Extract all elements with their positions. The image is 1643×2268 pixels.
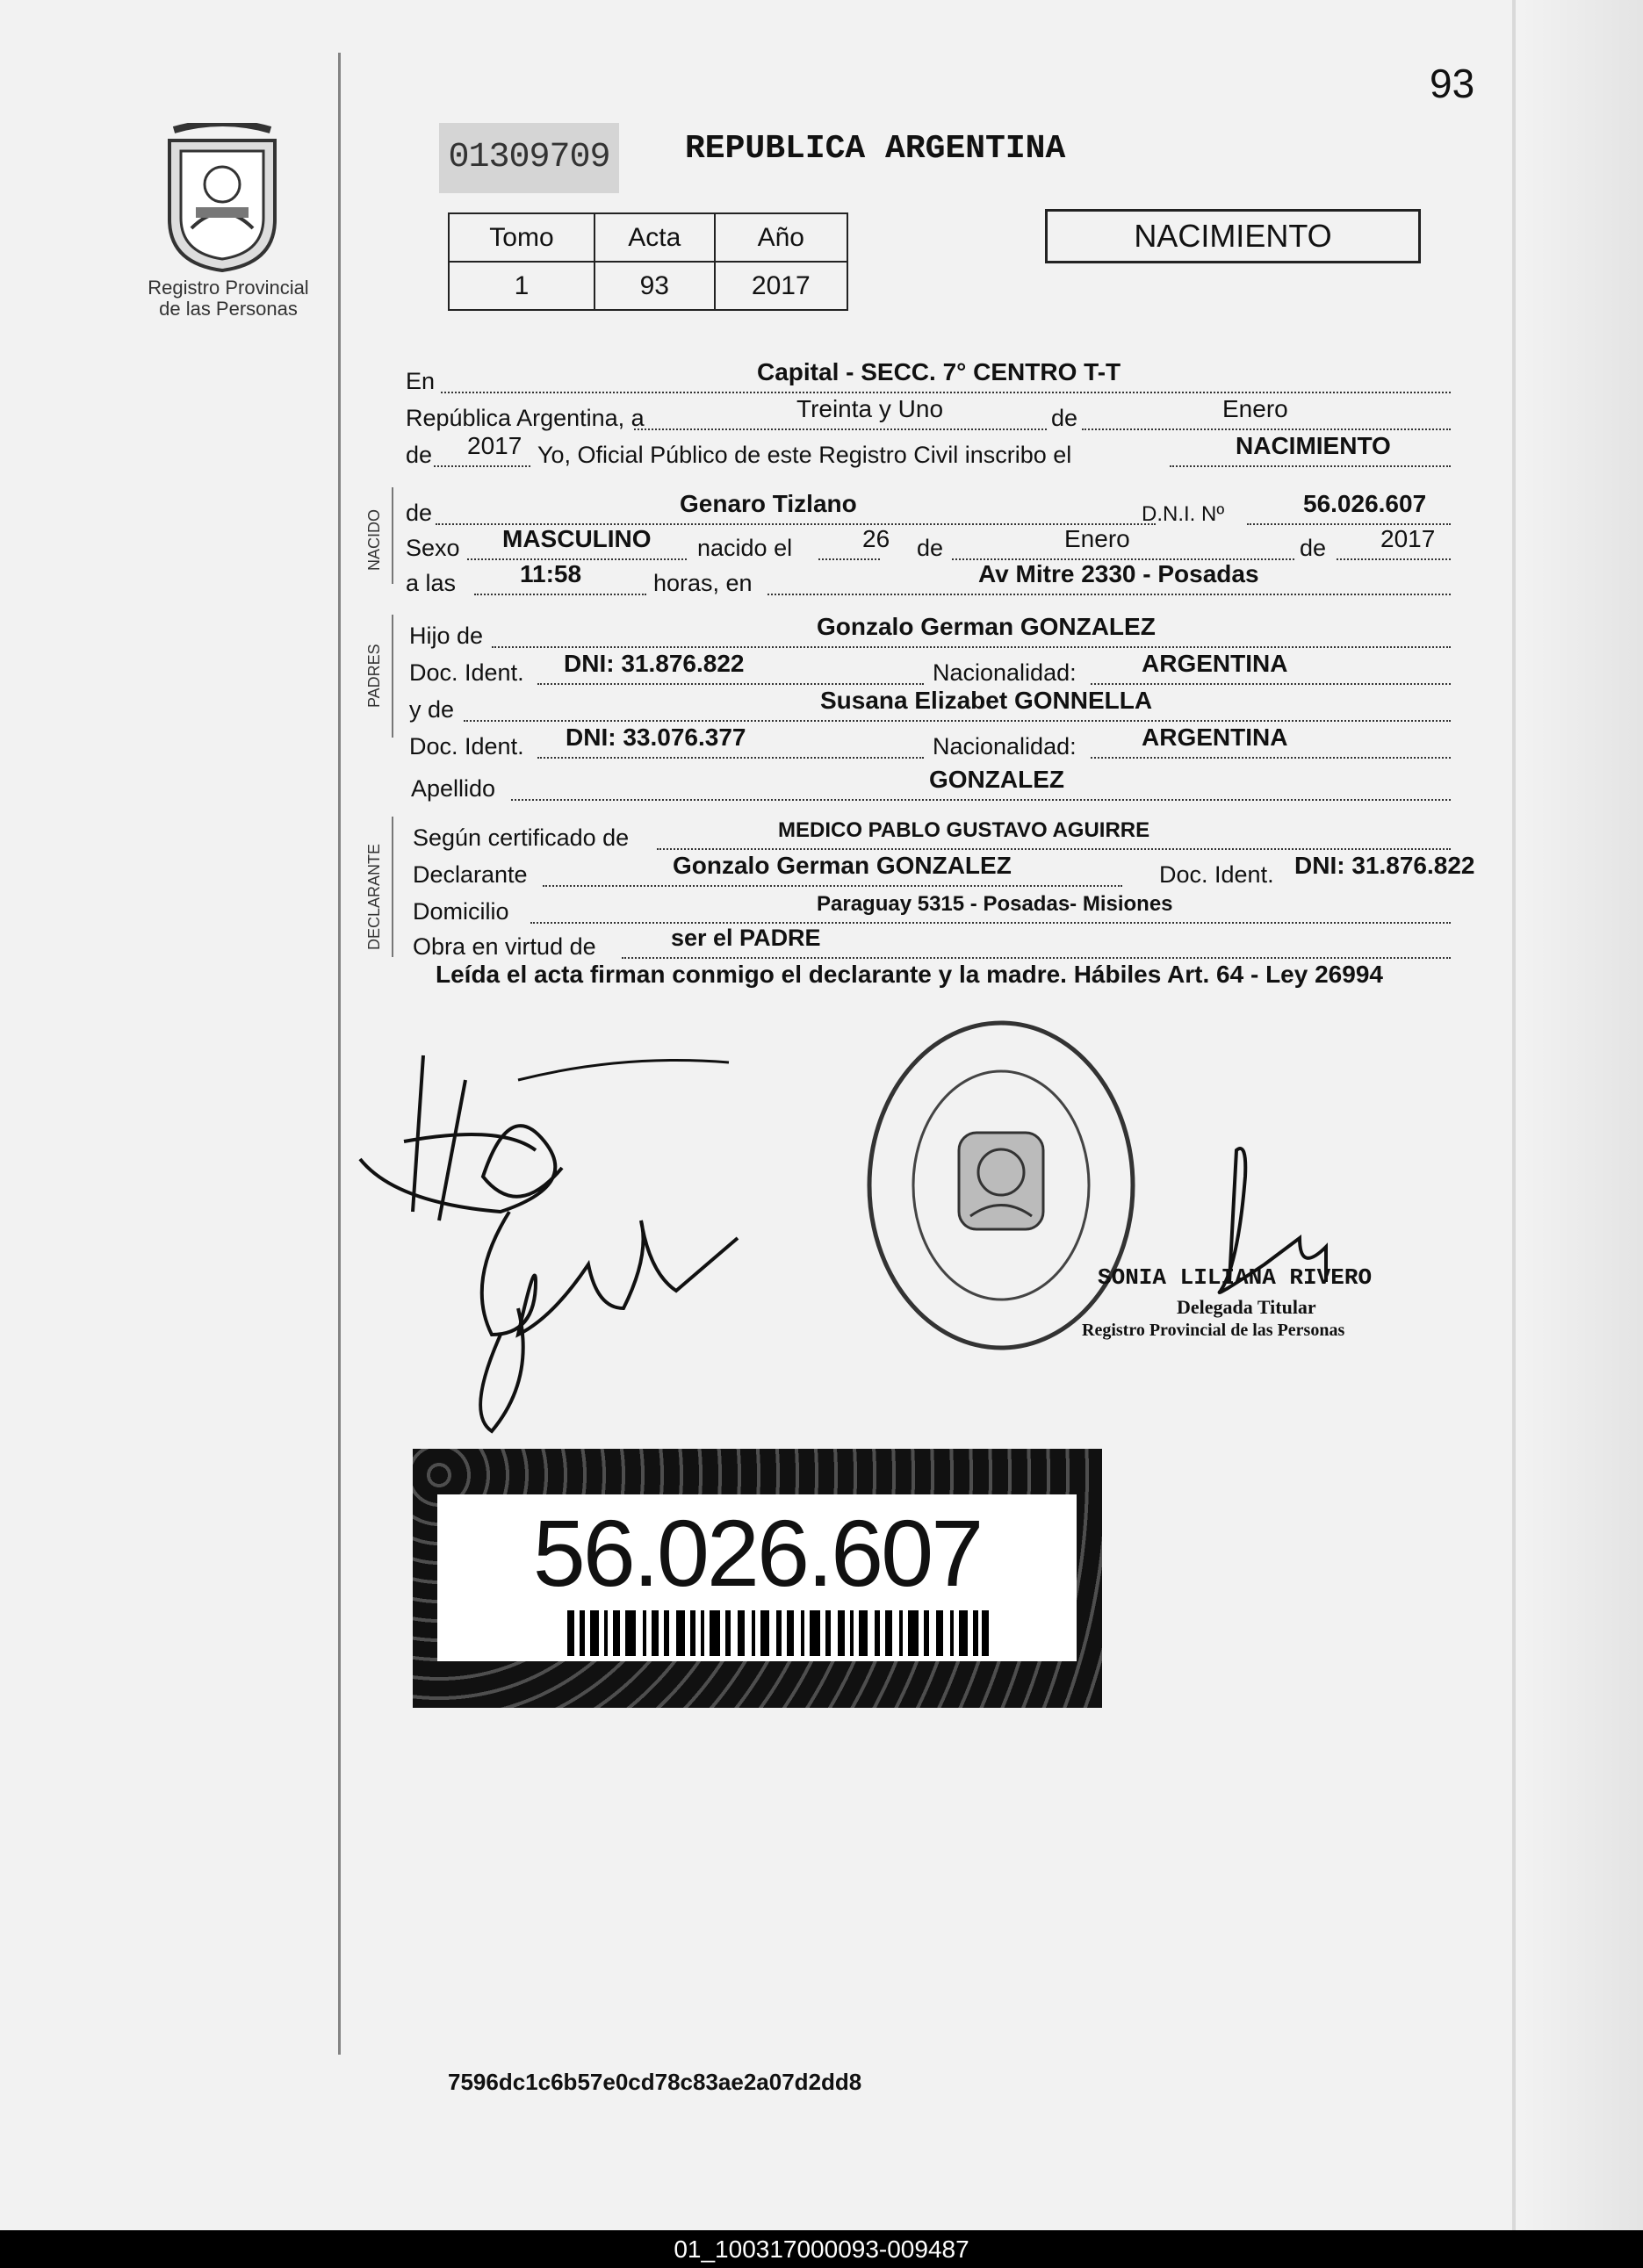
value-birthplace: Av Mitre 2330 - Posadas xyxy=(978,560,1259,587)
dotted-line xyxy=(634,428,1047,430)
label-doc-father: Doc. Ident. xyxy=(409,659,524,686)
declarant-signature xyxy=(360,1045,782,1453)
official-signature xyxy=(1194,1141,1370,1321)
row-surname xyxy=(406,767,1486,806)
header-anio: Año xyxy=(715,213,847,262)
label-de-name: de xyxy=(406,500,433,526)
label-en: En xyxy=(406,368,436,394)
barcode-icon xyxy=(567,1610,989,1656)
value-month: Enero xyxy=(1222,395,1288,422)
value-surname: GONZALEZ xyxy=(929,766,1064,793)
label-horas: horas, en xyxy=(653,570,753,596)
label-alas: a las xyxy=(406,570,457,596)
side-label-born: NACIDO xyxy=(365,508,383,571)
value-birth-year: 2017 xyxy=(1380,525,1436,552)
dotted-line xyxy=(657,848,1451,850)
value-birth-month: Enero xyxy=(1064,525,1130,552)
row-father xyxy=(406,615,1486,653)
row-father-doc xyxy=(406,652,1486,690)
label-inscribo: Yo, Oficial Público de este Registro Civil inscribo el xyxy=(537,442,1072,468)
dotted-line xyxy=(818,558,880,560)
label-declarante: Declarante xyxy=(413,861,528,888)
row-certificate xyxy=(406,817,1486,855)
row-place xyxy=(406,360,1486,399)
official-office: Registro Provincial de las Personas xyxy=(1082,1321,1345,1340)
value-father-nationality: ARGENTINA xyxy=(1142,650,1288,677)
label-de-birth-year: de xyxy=(1300,535,1327,561)
value-capacity: ser el PADRE xyxy=(671,925,821,951)
label-republica: República Argentina, a xyxy=(406,405,645,431)
dotted-line xyxy=(434,465,530,467)
value-acta: 93 xyxy=(595,262,715,310)
row-inscription xyxy=(406,434,1486,472)
dotted-line xyxy=(767,594,1451,595)
row-mother-doc xyxy=(406,725,1486,764)
label-doc-mother: Doc. Ident. xyxy=(409,733,524,760)
bracket-declarant xyxy=(392,817,393,957)
value-tomo: 1 xyxy=(449,262,595,310)
label-dni: D.N.I. Nº xyxy=(1142,502,1225,526)
barcode-label xyxy=(413,1449,1102,1708)
row-declarant xyxy=(406,853,1486,892)
value-declarant: Gonzalo German GONZALEZ xyxy=(673,852,1012,879)
scan-footer: 01_100317000093-009487 xyxy=(0,2230,1643,2268)
dotted-line xyxy=(530,922,1451,924)
value-inscribo: NACIMIENTO xyxy=(1236,432,1391,459)
label-de-year: de xyxy=(406,442,433,468)
closing-statement: Leída el acta firman conmigo el declarante y la madre. Hábiles Art. 64 - Ley 26994 xyxy=(436,961,1383,988)
value-name: Genaro Tizlano xyxy=(680,490,857,517)
value-anio: 2017 xyxy=(715,262,847,310)
document-hash: 7596dc1c6b57e0cd78c83ae2a07d2dd8 xyxy=(448,2069,862,2095)
label-yde: y de xyxy=(409,696,455,723)
dotted-line xyxy=(1091,683,1451,685)
dotted-line xyxy=(537,757,924,759)
dotted-line xyxy=(511,799,1451,801)
dotted-line xyxy=(1337,558,1451,560)
value-certificate: MEDICO PABLO GUSTAVO AGUIRRE xyxy=(778,818,1150,842)
dotted-line xyxy=(1170,465,1451,467)
label-hijo: Hijo de xyxy=(409,623,484,649)
value-sexo: MASCULINO xyxy=(502,525,652,552)
value-day: Treinta y Uno xyxy=(796,395,944,422)
dotted-line xyxy=(474,594,646,595)
value-father: Gonzalo German GONZALEZ xyxy=(817,613,1156,640)
value-mother-doc: DNI: 33.076.377 xyxy=(566,724,746,751)
label-domicilio: Domicilio xyxy=(413,898,509,925)
label-de-birth: de xyxy=(917,535,944,561)
header-acta: Acta xyxy=(595,213,715,262)
label-obra: Obra en virtud de xyxy=(413,933,596,960)
side-label-declarant: DECLARANTE xyxy=(365,843,383,950)
label-nacionalidad-father: Nacionalidad: xyxy=(933,659,1077,686)
reference-table xyxy=(448,212,848,311)
official-title: Delegada Titular xyxy=(1177,1296,1316,1318)
value-time: 11:58 xyxy=(520,560,582,587)
value-year: 2017 xyxy=(467,432,522,459)
page-number: 93 xyxy=(1430,61,1475,106)
dotted-line xyxy=(492,646,1451,648)
side-label-parents: PADRES xyxy=(365,644,383,708)
serial-number: 01309709 xyxy=(439,123,619,193)
country-heading: REPUBLICA ARGENTINA xyxy=(685,130,1066,168)
barcode-panel xyxy=(437,1494,1077,1661)
value-address: Paraguay 5315 - Posadas- Misiones xyxy=(817,892,1173,916)
dotted-line xyxy=(441,392,1451,393)
label-declarante-doc: Doc. Ident. xyxy=(1159,861,1274,888)
value-birth-day: 26 xyxy=(862,525,890,552)
margin-line xyxy=(338,53,341,2055)
label-sexo: Sexo xyxy=(406,535,460,561)
official-stamp xyxy=(861,1010,1142,1361)
province-seal-icon xyxy=(156,123,288,272)
header-tomo: Tomo xyxy=(449,213,595,262)
value-dni: 56.026.607 xyxy=(1303,490,1427,517)
act-type-box: NACIMIENTO xyxy=(1045,209,1421,263)
label-nacido: nacido el xyxy=(697,535,793,561)
dotted-line xyxy=(537,683,924,685)
page-edge xyxy=(1512,0,1516,2230)
official-name: SONIA LILIANA RIVERO xyxy=(1098,1264,1373,1291)
barcode-number: 56.026.607 xyxy=(532,1500,982,1606)
row-time-place xyxy=(406,562,1486,601)
label-apellido: Apellido xyxy=(411,775,496,802)
bracket-parents xyxy=(392,615,393,738)
dotted-line xyxy=(464,720,1451,722)
dotted-line xyxy=(1091,757,1451,759)
dotted-line xyxy=(1082,428,1451,430)
dotted-line xyxy=(543,885,1122,887)
row-date xyxy=(406,397,1486,436)
label-nacionalidad-mother: Nacionalidad: xyxy=(933,733,1077,760)
row-address xyxy=(406,890,1486,929)
value-mother: Susana Elizabet GONNELLA xyxy=(820,687,1153,714)
value-declarant-doc: DNI: 31.876.822 xyxy=(1294,852,1475,879)
bracket-born xyxy=(392,487,393,584)
registry-name: Registro Provincial de las Personas xyxy=(148,277,309,320)
label-de: de xyxy=(1051,405,1078,431)
value-mother-nationality: ARGENTINA xyxy=(1142,724,1288,751)
row-mother xyxy=(406,688,1486,727)
value-father-doc: DNI: 31.876.822 xyxy=(564,650,745,677)
label-certificado: Según certificado de xyxy=(413,824,630,851)
value-place: Capital - SECC. 7° CENTRO T-T xyxy=(757,358,1121,385)
